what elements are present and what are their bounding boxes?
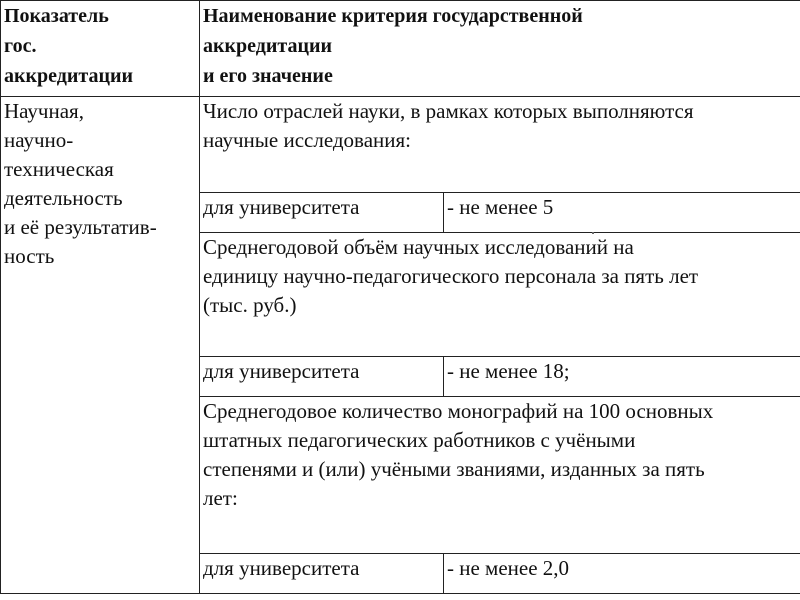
criterion-subject: для университета [203, 359, 360, 383]
header-indicator-cell [1, 1, 200, 97]
criterion-subject: для университета [203, 195, 360, 219]
criterion-description-cell [200, 97, 800, 193]
criterion-value-cell [444, 193, 800, 233]
criterion-value: - не менее 2,0 [447, 556, 570, 580]
header-criterion-label: Наименование критерия государственной аккредитации и его значение [203, 5, 583, 87]
indicator-label: Научная, научно- техническая деятельность и её результатив- ность [4, 99, 157, 268]
table-row [1, 97, 800, 193]
criterion-description: Число отраслей науки, в рамках которых выполняются научные исследования: [203, 99, 694, 152]
criterion-description-cell [200, 233, 800, 357]
stray-mark [592, 232, 594, 234]
criterion-subject-cell [200, 554, 444, 594]
table-header-row [1, 1, 800, 97]
criterion-description: Среднегодовое количество монографий на 100 основных штатных педагогических работников с учёными степенями и (или) учёными званиями, изданных за пять лет: [203, 399, 714, 510]
criterion-subject-cell [200, 357, 444, 397]
header-criterion-cell [200, 1, 800, 97]
criterion-description: Среднегодовой объём научных исследований на единицу научно-педагогического персонала за пять лет (тыс. руб.) [203, 235, 699, 317]
indicator-cell [1, 97, 200, 594]
criterion-value: - не менее 18; [447, 359, 570, 383]
header-indicator-label: Показатель гос. аккредитации [4, 5, 134, 87]
criterion-subject: для университета [203, 556, 360, 580]
criterion-value-cell [444, 554, 800, 594]
criterion-subject-cell [200, 193, 444, 233]
criterion-description-cell [200, 397, 800, 554]
criterion-value: - не менее 5 [447, 195, 554, 219]
criterion-value-cell [444, 357, 800, 397]
